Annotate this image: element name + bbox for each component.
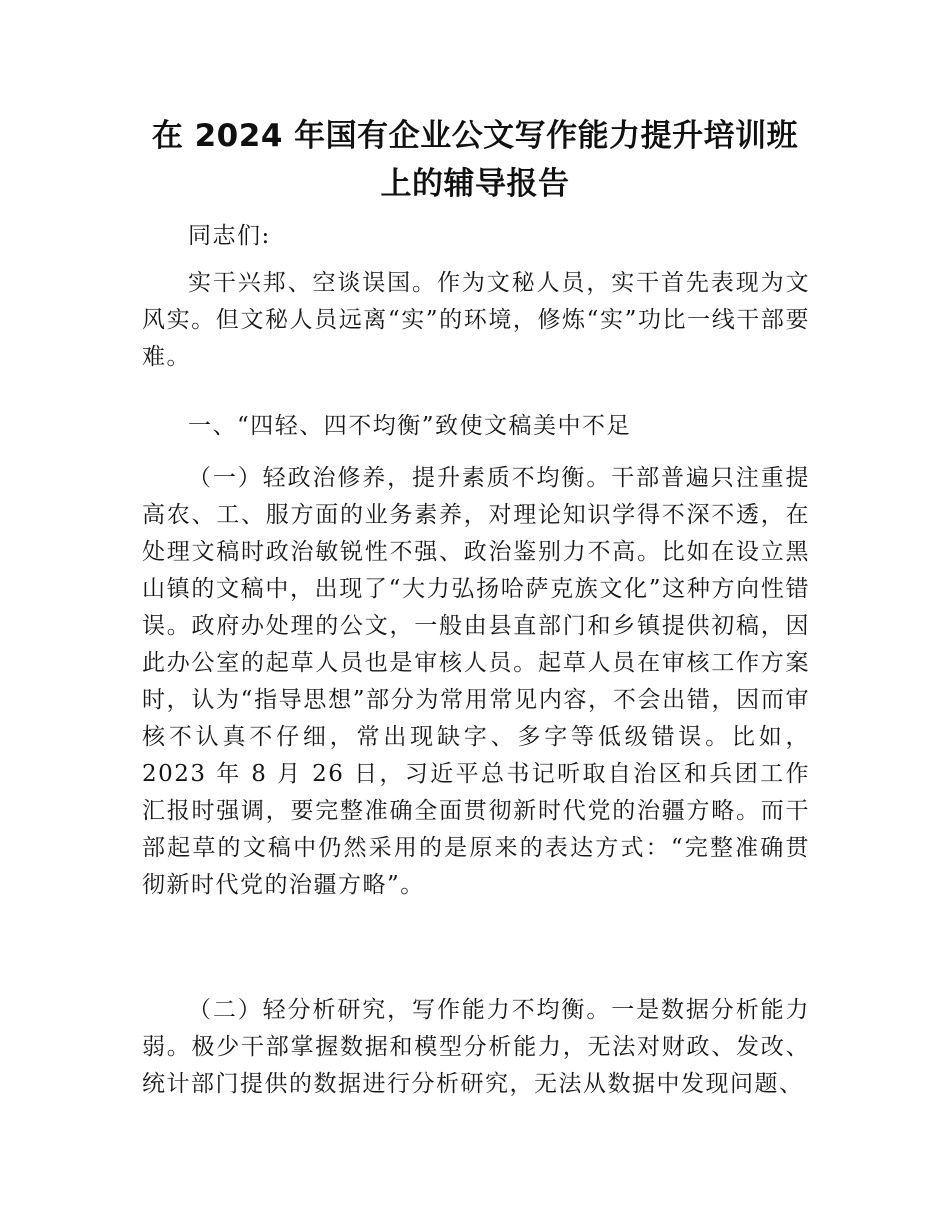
intro-paragraph: 实干兴邦、空谈误国。作为文秘人员，实干首先表现为文风实。但文秘人员远离“实”的环境，修炼“实”功比一线干部要难。 [142,270,810,370]
section-heading-1: 一、“四轻、四不均衡”致使文稿美中不足 [188,413,632,439]
salutation: 同志们: [188,223,271,249]
document-title: 在 2024 年国有企业公文写作能力提升培训班上的辅导报告 [151,118,799,202]
subsection-1-paragraph: （一）轻政治修养，提升素质不均衡。干部普遍只注重提高农、工、服方面的业务素养，对理论知识学得不深不透，在处理文稿时政治敏锐性不强、政治鉴别力不高。比如在设立黑山镇的文稿中，出现了“大力弘扬哈萨克族文化”这种方向性错误。政府办处理的公文，一般由县直部门和乡镇提供初稿，因此办公室的起草人员也是审核人员。起草人员在审核工作方案时，认为“指导思想”部分为常用常见内容，不会出错，因而审核不认真不仔细，常出现缺字、多字等低级错误。比如，2023 年 8 月 26 日，习近平总书记听取自治区和兵团工作汇报时强调，要完整准确全面贯彻新时代党的治疆方略。而干部起草的文稿中仍然采用的是原来的表达方式：“完整准确贯彻新时代党的治疆方略”。 [142,465,810,898]
subsection-2-paragraph: （二）轻分析研究，写作能力不均衡。一是数据分析能力弱。极少干部掌握数据和模型分析能力，无法对财政、发改、统计部门提供的数据进行分析研究，无法从数据中发现问题、 [142,997,810,1097]
